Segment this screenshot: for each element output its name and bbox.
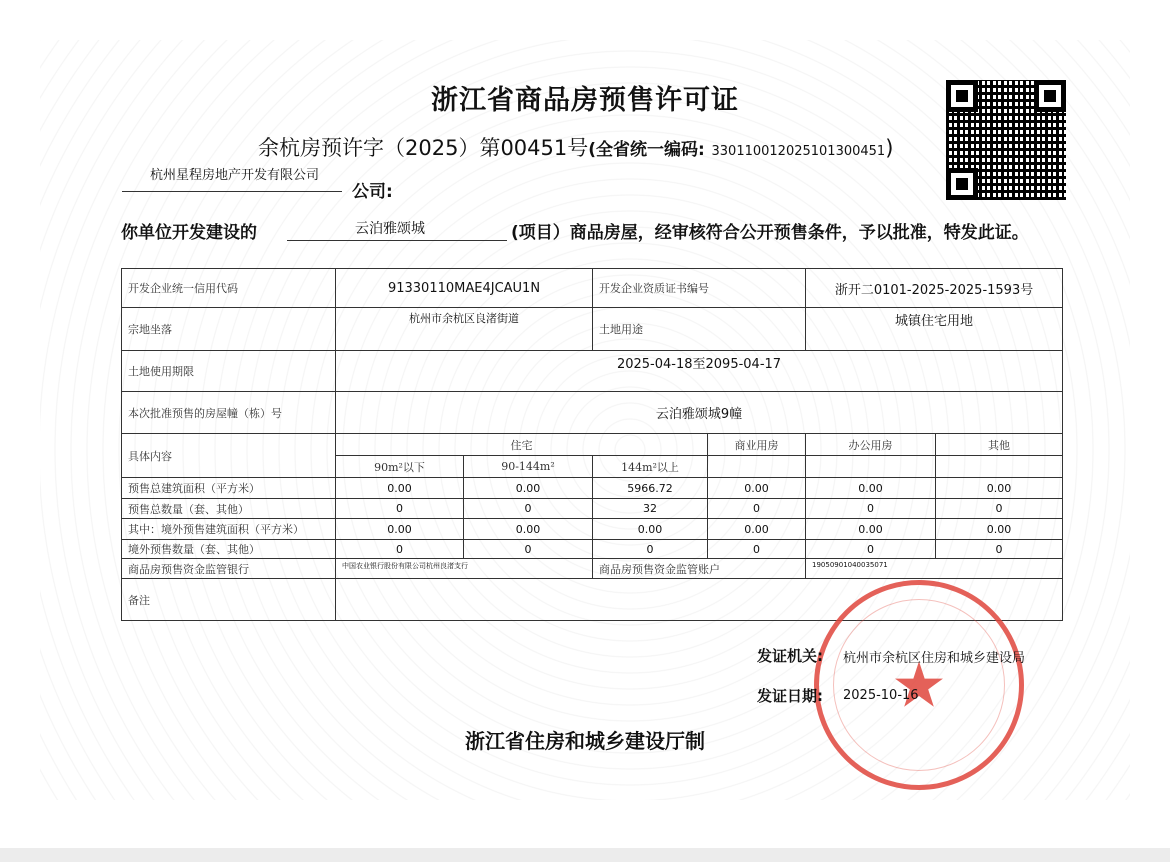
empty-cell [806, 456, 936, 478]
cell: 0 [708, 499, 806, 519]
cell: 0.00 [336, 478, 464, 499]
account-label: 商品房预售资金监管账户 [593, 559, 806, 579]
col-other: 其他 [936, 434, 1063, 456]
cell: 0 [806, 499, 936, 519]
buildings-label: 本次批准预售的房屋幢（栋）号 [122, 392, 336, 434]
sub-col: 90m²以下 [336, 456, 464, 478]
cell: 0 [593, 540, 708, 559]
cell: 0.00 [806, 478, 936, 499]
issuer-name: 杭州市余杭区住房和城乡建设局 [843, 651, 1026, 666]
cell: 0.00 [806, 519, 936, 540]
location-label: 宗地坐落 [122, 308, 336, 351]
bottom-bar [0, 848, 1170, 862]
cell: 0 [464, 499, 593, 519]
cell: 5966.72 [593, 478, 708, 499]
cell: 0.00 [708, 519, 806, 540]
issue-date: 2025-10-16 [843, 688, 919, 703]
land-term: 2025-04-18至2095-04-17 [336, 351, 1063, 392]
qr-code [946, 80, 1066, 200]
sub-col: 144m²以上 [593, 456, 708, 478]
cell: 0.00 [336, 519, 464, 540]
cell: 0 [708, 540, 806, 559]
cell: 0 [336, 540, 464, 559]
certificate-title: 浙江省商品房预售许可证 [431, 85, 739, 116]
permit-details-table [121, 268, 1063, 621]
company-underline [122, 191, 342, 192]
company-name: 杭州星程房地产开发有限公司 [150, 168, 320, 183]
cell: 32 [593, 499, 708, 519]
credit-code-label: 开发企业统一信用代码 [122, 269, 336, 308]
empty-cell [936, 456, 1063, 478]
table-row [122, 540, 1063, 559]
land-term-label: 土地使用期限 [122, 351, 336, 392]
land-use: 城镇住宅用地 [806, 308, 1063, 351]
permit-number-line [258, 132, 893, 162]
col-residential: 住宅 [336, 434, 708, 456]
sub-col: 90-144m² [464, 456, 593, 478]
location: 杭州市余杭区良渚街道 [336, 308, 593, 351]
col-office: 办公用房 [806, 434, 936, 456]
bank-label: 商品房预售资金监管银行 [122, 559, 336, 579]
table-row [122, 519, 1063, 540]
footer-text: 浙江省住房和城乡建设厅制 [465, 729, 705, 753]
cell: 0.00 [464, 519, 593, 540]
cell: 0.00 [936, 478, 1063, 499]
col-commercial: 商业用房 [708, 434, 806, 456]
table-row [122, 499, 1063, 519]
table-row [122, 478, 1063, 499]
project-name: 云泊雅颂城 [355, 221, 425, 237]
declaration-suffix: (项目）商品房屋，经审核符合公开预售条件，予以批准，特发此证。 [511, 223, 1029, 243]
bank: 中国农业银行股份有限公司杭州良渚支行 [336, 559, 593, 579]
buildings: 云泊雅颂城9幢 [336, 392, 1063, 434]
account: 19050901040035071 [806, 559, 1063, 579]
company-suffix: 公司: [352, 182, 393, 202]
cell: 0 [806, 540, 936, 559]
row-label: 境外预售数量（套、其他） [122, 540, 336, 559]
unified-code-label: (全省统一编码: [588, 140, 705, 160]
cell: 0 [936, 540, 1063, 559]
qualification: 浙开二0101-2025-2025-1593号 [806, 269, 1063, 308]
official-seal [814, 580, 1024, 790]
cell: 0 [464, 540, 593, 559]
qualification-label: 开发企业资质证书编号 [593, 269, 806, 308]
row-label: 预售总建筑面积（平方米） [122, 478, 336, 499]
cell: 0 [336, 499, 464, 519]
issue-date-label: 发证日期: [757, 687, 823, 705]
land-use-label: 土地用途 [593, 308, 806, 351]
unified-code-close: ) [885, 136, 894, 160]
issuer-label: 发证机关: [757, 647, 823, 665]
cell: 0.00 [593, 519, 708, 540]
declaration-prefix: 你单位开发建设的 [121, 223, 257, 243]
row-label: 预售总数量（套、其他） [122, 499, 336, 519]
content-label: 具体内容 [122, 434, 336, 478]
unified-code: 330110012025101300451 [711, 144, 886, 159]
permit-number: 余杭房预许字（2025）第00451号 [258, 136, 589, 160]
cell: 0.00 [936, 519, 1063, 540]
credit-code: 91330110MAE4JCAU1N [336, 269, 593, 308]
row-label: 其中：境外预售建筑面积（平方米） [122, 519, 336, 540]
project-underline [287, 240, 507, 241]
cell: 0 [936, 499, 1063, 519]
cell: 0.00 [464, 478, 593, 499]
remarks-label: 备注 [122, 579, 336, 621]
cell: 0.00 [708, 478, 806, 499]
empty-cell [708, 456, 806, 478]
